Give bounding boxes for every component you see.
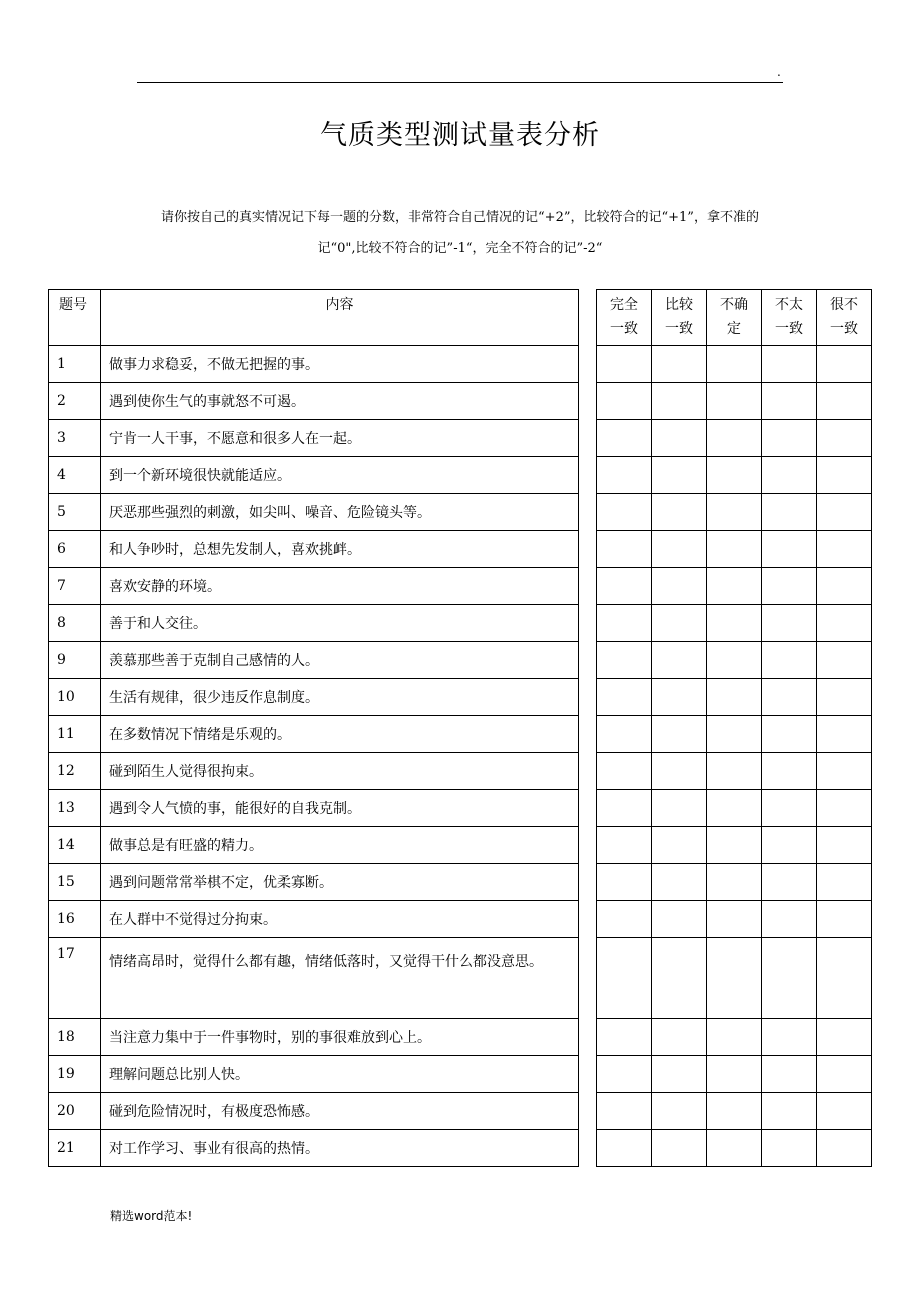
score-cell[interactable] — [597, 753, 652, 790]
score-cell[interactable] — [817, 642, 872, 679]
table-row — [49, 605, 872, 642]
score-cell[interactable] — [817, 753, 872, 790]
score-cell[interactable] — [762, 568, 817, 605]
score-cell[interactable] — [707, 383, 762, 420]
question-text: 宁肯一人干事，不愿意和很多人在一起。 — [101, 420, 579, 457]
score-cell[interactable] — [597, 901, 652, 938]
question-text: 在人群中不觉得过分拘束。 — [101, 901, 579, 938]
row-gap — [579, 605, 597, 642]
score-cell[interactable] — [597, 1019, 652, 1056]
question-number: 16 — [49, 901, 101, 938]
score-cell[interactable] — [652, 864, 707, 901]
row-gap — [579, 420, 597, 457]
row-gap — [579, 827, 597, 864]
question-number: 14 — [49, 827, 101, 864]
question-number: 17 — [49, 938, 101, 1019]
question-text: 遇到令人气愤的事，能很好的自我克制。 — [101, 790, 579, 827]
score-cell[interactable] — [817, 901, 872, 938]
score-cell[interactable] — [817, 383, 872, 420]
question-text: 厌恶那些强烈的刺激，如尖叫、噪音、危险镜头等。 — [101, 494, 579, 531]
question-text: 碰到陌生人觉得很拘束。 — [101, 753, 579, 790]
question-text: 和人争吵时，总想先发制人，喜欢挑衅。 — [101, 531, 579, 568]
row-gap — [579, 568, 597, 605]
score-cell[interactable] — [652, 346, 707, 383]
instructions-line-1: 请你按自己的真实情况记下每一题的分数，非常符合自己情况的记“+2”，比较符合的记“+1”，拿不准的 — [161, 210, 759, 225]
footer-note: 精选word范本! — [110, 1209, 193, 1223]
table-row — [49, 864, 872, 901]
score-cell[interactable] — [817, 457, 872, 494]
table-row — [49, 494, 872, 531]
score-cell[interactable] — [707, 1130, 762, 1167]
score-cell[interactable] — [707, 531, 762, 568]
table-row — [49, 568, 872, 605]
score-cell[interactable] — [707, 790, 762, 827]
score-cell[interactable] — [817, 790, 872, 827]
question-number: 7 — [49, 568, 101, 605]
survey-body — [49, 346, 872, 1167]
question-text: 做事力求稳妥，不做无把握的事。 — [101, 346, 579, 383]
question-number: 21 — [49, 1130, 101, 1167]
table-row — [49, 827, 872, 864]
score-cell[interactable] — [762, 679, 817, 716]
score-cell[interactable] — [762, 864, 817, 901]
question-number: 1 — [49, 346, 101, 383]
score-cell[interactable] — [652, 1019, 707, 1056]
row-gap — [579, 494, 597, 531]
score-cell[interactable] — [762, 1130, 817, 1167]
question-number: 8 — [49, 605, 101, 642]
score-cell[interactable] — [762, 494, 817, 531]
row-gap — [579, 1093, 597, 1130]
score-cell[interactable] — [707, 420, 762, 457]
question-text: 羡慕那些善于克制自己感情的人。 — [101, 642, 579, 679]
table-row — [49, 457, 872, 494]
question-number: 2 — [49, 383, 101, 420]
row-gap — [579, 383, 597, 420]
score-cell[interactable] — [597, 716, 652, 753]
page-title: 气质类型测试量表分析 — [320, 120, 600, 151]
score-cell[interactable] — [817, 531, 872, 568]
row-gap — [579, 1056, 597, 1093]
header-option: 完全 一致 — [597, 290, 652, 346]
header-option: 很不 一致 — [817, 290, 872, 346]
score-cell[interactable] — [597, 568, 652, 605]
question-text: 遇到使你生气的事就怒不可遏。 — [101, 383, 579, 420]
table-row — [49, 1093, 872, 1130]
score-cell[interactable] — [817, 568, 872, 605]
score-cell[interactable] — [817, 1056, 872, 1093]
score-cell[interactable] — [652, 568, 707, 605]
table-row — [49, 679, 872, 716]
score-cell[interactable] — [762, 420, 817, 457]
score-cell[interactable] — [762, 938, 817, 1019]
question-number: 15 — [49, 864, 101, 901]
table-row — [49, 1019, 872, 1056]
header-rule — [137, 82, 783, 83]
question-number: 19 — [49, 1056, 101, 1093]
score-cell[interactable] — [652, 753, 707, 790]
row-gap — [579, 753, 597, 790]
question-number: 13 — [49, 790, 101, 827]
header-option: 比较 一致 — [652, 290, 707, 346]
score-cell[interactable] — [817, 605, 872, 642]
row-gap — [579, 642, 597, 679]
score-cell[interactable] — [817, 1093, 872, 1130]
table-row — [49, 753, 872, 790]
question-text: 在多数情况下情绪是乐观的。 — [101, 716, 579, 753]
question-text: 做事总是有旺盛的精力。 — [101, 827, 579, 864]
score-cell[interactable] — [762, 642, 817, 679]
score-cell[interactable] — [652, 1056, 707, 1093]
score-cell[interactable] — [817, 1019, 872, 1056]
score-cell[interactable] — [652, 827, 707, 864]
score-cell[interactable] — [597, 938, 652, 1019]
score-cell[interactable] — [817, 827, 872, 864]
score-cell[interactable] — [707, 457, 762, 494]
score-cell[interactable] — [707, 494, 762, 531]
score-cell[interactable] — [707, 753, 762, 790]
score-cell[interactable] — [597, 1130, 652, 1167]
score-cell[interactable] — [707, 1019, 762, 1056]
question-text: 生活有规律，很少违反作息制度。 — [101, 679, 579, 716]
score-cell[interactable] — [762, 457, 817, 494]
score-cell[interactable] — [707, 346, 762, 383]
question-number: 4 — [49, 457, 101, 494]
score-cell[interactable] — [597, 383, 652, 420]
score-cell[interactable] — [762, 605, 817, 642]
table-row — [49, 420, 872, 457]
row-gap — [579, 1130, 597, 1167]
score-cell[interactable] — [707, 901, 762, 938]
score-cell[interactable] — [707, 864, 762, 901]
question-number: 9 — [49, 642, 101, 679]
score-cell[interactable] — [762, 901, 817, 938]
row-gap — [579, 457, 597, 494]
question-text: 喜欢安静的环境。 — [101, 568, 579, 605]
score-cell[interactable] — [597, 642, 652, 679]
question-number: 3 — [49, 420, 101, 457]
score-cell[interactable] — [762, 827, 817, 864]
score-cell[interactable] — [652, 1093, 707, 1130]
score-cell[interactable] — [652, 531, 707, 568]
score-cell[interactable] — [652, 494, 707, 531]
question-number: 6 — [49, 531, 101, 568]
table-row — [49, 1130, 872, 1167]
score-cell[interactable] — [652, 938, 707, 1019]
header-content: 内容 — [101, 290, 579, 346]
question-number: 18 — [49, 1019, 101, 1056]
score-cell[interactable] — [762, 1093, 817, 1130]
score-cell[interactable] — [652, 716, 707, 753]
row-gap — [579, 938, 597, 1019]
score-cell[interactable] — [707, 1056, 762, 1093]
score-cell[interactable] — [707, 679, 762, 716]
score-cell[interactable] — [597, 346, 652, 383]
table-row — [49, 901, 872, 938]
table-row — [49, 346, 872, 383]
question-number: 10 — [49, 679, 101, 716]
row-gap — [579, 901, 597, 938]
table-row — [49, 1056, 872, 1093]
table-header-row — [49, 290, 872, 346]
score-cell[interactable] — [597, 827, 652, 864]
score-cell[interactable] — [817, 938, 872, 1019]
table-row — [49, 938, 872, 1019]
score-cell[interactable] — [817, 346, 872, 383]
score-cell[interactable] — [707, 938, 762, 1019]
table-row — [49, 531, 872, 568]
instructions-line-2: 记“0",比较不符合的记”-1“，完全不符合的记”-2“ — [317, 241, 603, 256]
score-cell[interactable] — [652, 1130, 707, 1167]
score-cell[interactable] — [652, 605, 707, 642]
score-cell[interactable] — [817, 679, 872, 716]
score-cell[interactable] — [817, 864, 872, 901]
header-gap — [579, 290, 597, 346]
question-text: 遇到问题常常举棋不定，优柔寡断。 — [101, 864, 579, 901]
table-row — [49, 383, 872, 420]
score-cell[interactable] — [597, 790, 652, 827]
score-cell[interactable] — [762, 716, 817, 753]
score-cell[interactable] — [597, 679, 652, 716]
score-cell[interactable] — [762, 531, 817, 568]
row-gap — [579, 716, 597, 753]
question-text: 当注意力集中于一件事物时，别的事很难放到心上。 — [101, 1019, 579, 1056]
row-gap — [579, 679, 597, 716]
row-gap — [579, 1019, 597, 1056]
score-cell[interactable] — [652, 790, 707, 827]
header-dot: . — [777, 65, 781, 79]
table-row — [49, 790, 872, 827]
score-cell[interactable] — [597, 864, 652, 901]
score-cell[interactable] — [762, 346, 817, 383]
score-cell[interactable] — [762, 1056, 817, 1093]
score-cell[interactable] — [707, 1093, 762, 1130]
score-cell[interactable] — [762, 790, 817, 827]
score-cell[interactable] — [652, 642, 707, 679]
score-cell[interactable] — [597, 457, 652, 494]
question-number: 5 — [49, 494, 101, 531]
score-cell[interactable] — [707, 605, 762, 642]
score-cell[interactable] — [817, 420, 872, 457]
question-text: 善于和人交往。 — [101, 605, 579, 642]
score-cell[interactable] — [597, 531, 652, 568]
row-gap — [579, 346, 597, 383]
score-cell[interactable] — [817, 494, 872, 531]
score-cell[interactable] — [817, 1130, 872, 1167]
score-cell[interactable] — [652, 457, 707, 494]
score-cell[interactable] — [652, 383, 707, 420]
row-gap — [579, 790, 597, 827]
question-text: 到一个新环境很快就能适应。 — [101, 457, 579, 494]
score-cell[interactable] — [707, 827, 762, 864]
question-text: 对工作学习、事业有很高的热情。 — [101, 1130, 579, 1167]
table-row — [49, 642, 872, 679]
question-number: 20 — [49, 1093, 101, 1130]
question-text: 情绪高昂时，觉得什么都有趣，情绪低落时，又觉得干什么都没意思。 — [101, 938, 579, 1019]
question-text: 碰到危险情况时，有极度恐怖感。 — [101, 1093, 579, 1130]
score-cell[interactable] — [597, 1056, 652, 1093]
score-cell[interactable] — [762, 1019, 817, 1056]
score-cell[interactable] — [597, 605, 652, 642]
score-cell[interactable] — [707, 716, 762, 753]
question-text: 理解问题总比别人快。 — [101, 1056, 579, 1093]
score-cell[interactable] — [762, 753, 817, 790]
header-number: 题号 — [49, 290, 101, 346]
question-number: 11 — [49, 716, 101, 753]
score-cell[interactable] — [652, 901, 707, 938]
row-gap — [579, 531, 597, 568]
question-number: 12 — [49, 753, 101, 790]
score-cell[interactable] — [597, 420, 652, 457]
score-cell[interactable] — [652, 420, 707, 457]
table-row — [49, 716, 872, 753]
header-option: 不确 定 — [707, 290, 762, 346]
score-cell[interactable] — [707, 642, 762, 679]
score-cell[interactable] — [762, 383, 817, 420]
score-cell[interactable] — [652, 679, 707, 716]
score-cell[interactable] — [707, 568, 762, 605]
row-gap — [579, 864, 597, 901]
score-cell[interactable] — [597, 494, 652, 531]
score-cell[interactable] — [597, 1093, 652, 1130]
survey-table — [48, 289, 872, 1167]
header-option: 不太 一致 — [762, 290, 817, 346]
score-cell[interactable] — [817, 716, 872, 753]
